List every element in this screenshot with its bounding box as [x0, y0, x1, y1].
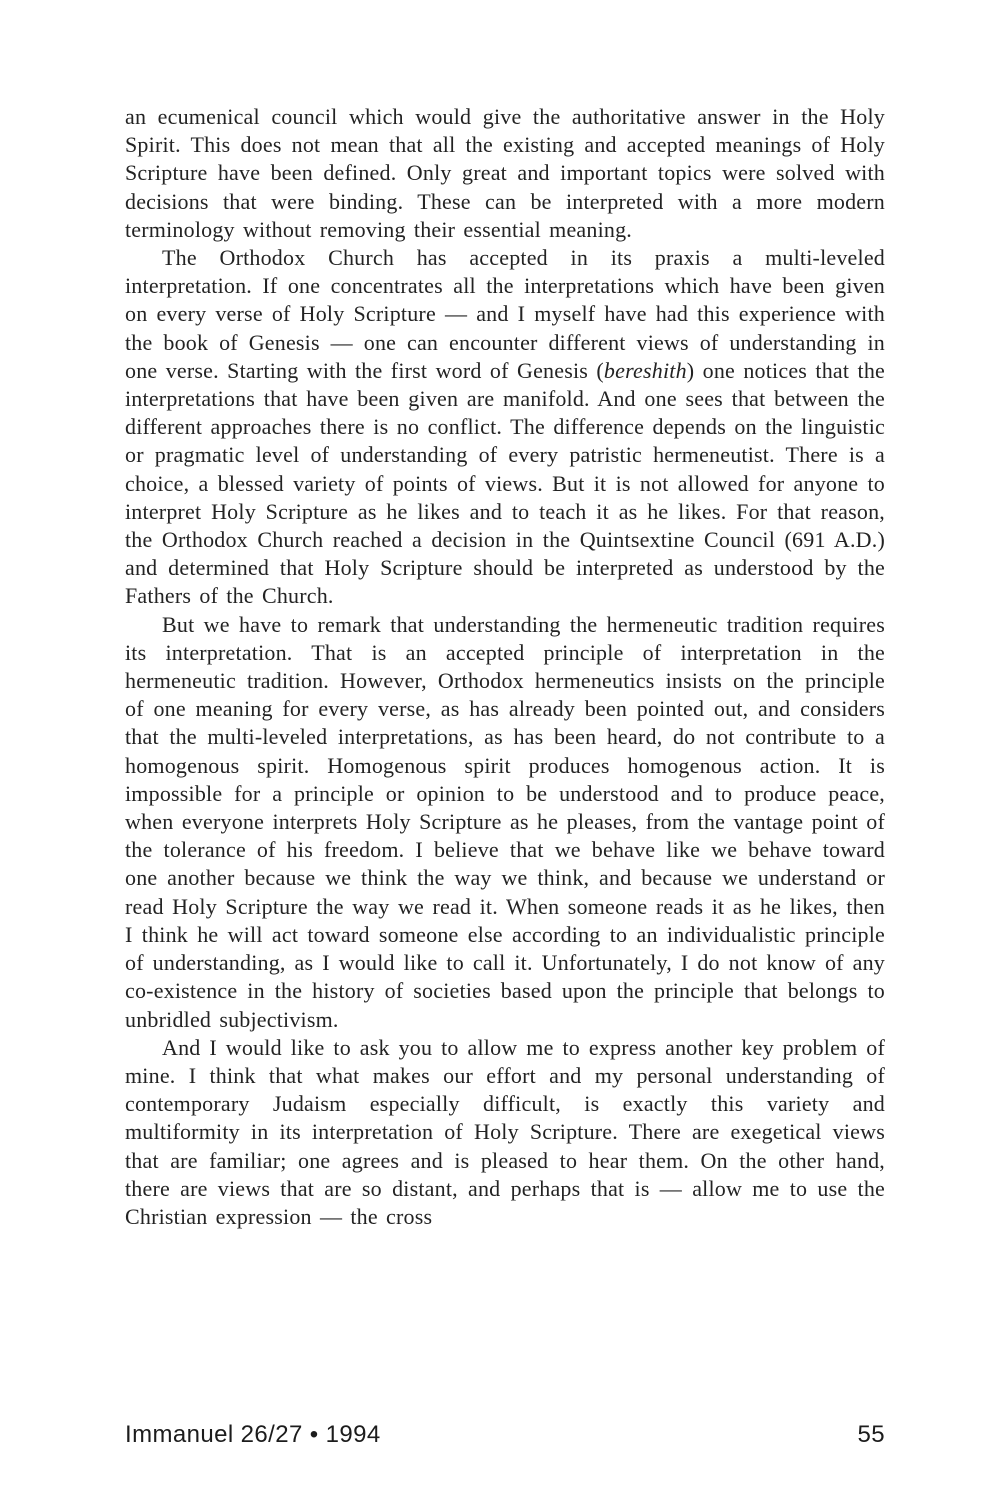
text-run: But we have to remark that understanding the hermeneutic tradition requires its interpretation. That is an accepted principle of interpretation in the hermeneutic tradition. However, Orthodox hermeneutics insists on the principle of one meaning for every verse, as has already been pointed out, and considers that the multi-leveled interpretations, as has been heard, do not contribute to a homogenous spirit. Homogenous spirit produces homogenous action. It is impossible for a principle or opinion to be understood and to produce peace, when everyone interprets Holy Scripture as he pleases, from the vantage point of the tolerance of his freedom. I believe that we behave like we behave toward one another because we think the way we think, and because we understand or read Holy Scripture the way we read it. When someone reads it as he likes, then I think he will act toward someone else according to an individualistic principle of understanding, as I would like to call it. Unfortunately, I do not know of any co-existence in the history of societies based upon the principle that belongs to unbridled subjectivism.: [125, 611, 885, 1032]
text-run: ) one notices that the interpretations that have been given are manifold. And one sees that between the different approaches there is no conflict. The difference depends on the linguistic or pragmatic level of understanding of every patristic hermeneutist. There is a choice, a blessed variety of points of views. But it is not allowed for anyone to interpret Holy Scripture as he likes and to teach it as he likes. For that reason, the Orthodox Church reached a decision in the Quintsextine Council (691 A.D.) and determined that Holy Scripture should be interpreted as understood by the Fathers of the Church.: [125, 357, 885, 609]
page-footer: [125, 1421, 885, 1449]
paragraph: [125, 1034, 885, 1231]
text-run: The Orthodox Church has accepted in its praxis a multi-leveled interpretation. If one concentrates all the interpretations which have been given on every verse of Holy Scripture — and I myself have had this experience with the book of Genesis — one can encounter different views of understanding in one verse. Starting with the first word of Genesis (: [125, 245, 885, 383]
journal-citation: Immanuel 26/27 • 1994: [125, 1421, 381, 1448]
page-number: 55: [857, 1421, 885, 1448]
italic-term: bereshith: [603, 357, 687, 383]
paragraph: [125, 103, 885, 244]
text-run: an ecumenical council which would give the authoritative answer in the Holy Spirit. This does not mean that all the existing and accepted meanings of Holy Scripture have been defined. Only great and important topics were solved with decisions that were binding. These can be interpreted with a more modern terminology without removing their essential meaning.: [125, 104, 885, 242]
article-text: [125, 103, 885, 1231]
paragraph: [125, 244, 885, 611]
text-run: And I would like to ask you to allow me to express another key problem of mine. I think that what makes our effort and my personal understanding of contemporary Judaism especially difficult, is exactly this variety and multiformity in its interpretation of Holy Scripture. There are exegetical views that are familiar; one agrees and is pleased to hear them. On the other hand, there are views that are so distant, and perhaps that is — allow me to use the Christian expression — the cross: [125, 1034, 885, 1229]
paragraph: [125, 611, 885, 1034]
